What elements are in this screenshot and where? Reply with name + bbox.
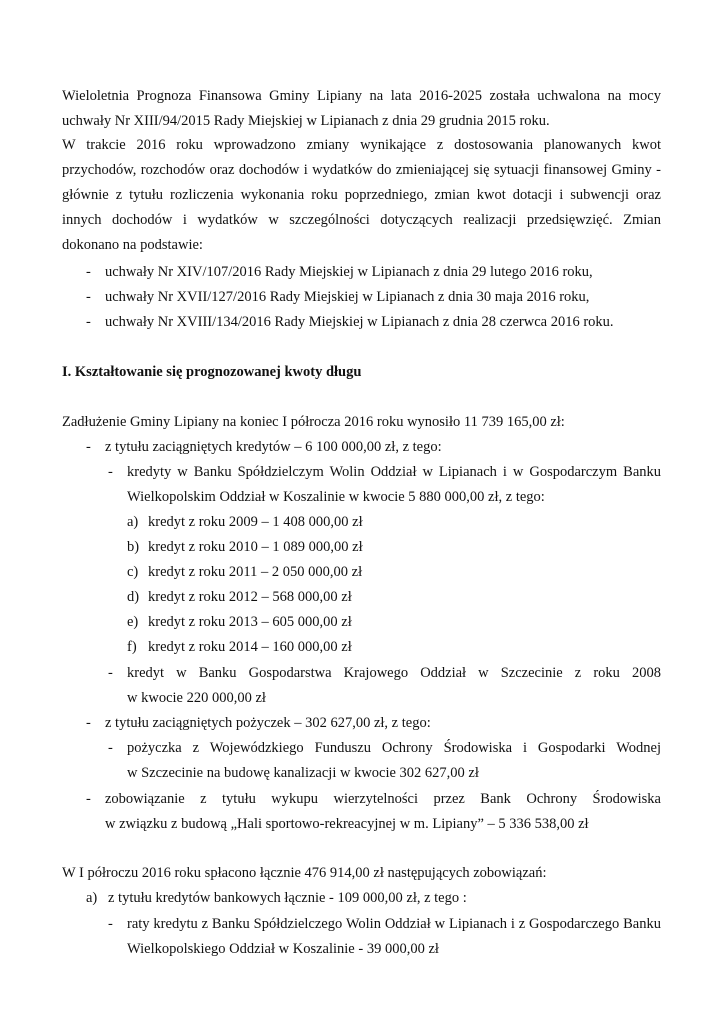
list-dash: -	[108, 916, 113, 932]
credits-line: z tytułu zaciągniętych kredytów – 6 100 000,00 zł, z tego:	[105, 439, 442, 455]
installments-line2: Wielkopolskiego Oddział w Koszalinie - 39 000,00 zł	[127, 941, 439, 957]
list-marker: d)	[127, 589, 140, 605]
bank-credits-repayment: z tytułu kredytów bankowych łącznie - 109 000,00 zł, z tego :	[108, 890, 467, 906]
list-dash: -	[86, 289, 91, 305]
list-dash: -	[108, 665, 113, 681]
credit-year-item: kredyt z roku 2009 – 1 408 000,00 zł	[148, 514, 363, 530]
wfos-loan-line1: pożyczka z Wojewódzkiego Funduszu Ochrony Środowiska i Gospodarki Wodnej	[127, 740, 661, 756]
intro-p1-line1: Wieloletnia Prognoza Finansowa Gminy Lipiany na lata 2016-2025 została uchwalona na mocy	[62, 88, 661, 104]
credit-year-item: kredyt z roku 2012 – 568 000,00 zł	[148, 589, 352, 605]
list-marker: e)	[127, 614, 139, 630]
credit-year-item: kredyt z roku 2014 – 160 000,00 zł	[148, 639, 352, 655]
list-marker: a)	[86, 890, 98, 906]
intro-p2-line3: głównie z tytułu rozliczenia wykonania roku poprzedniego, zmian kwot dotacji i subwencji oraz	[62, 187, 661, 203]
bos-obligation-line1: zobowiązanie z tytułu wykupu wierzytelności przez Bank Ochrony Środowiska	[105, 791, 661, 807]
repayment-summary: W I półroczu 2016 roku spłacono łącznie 476 914,00 zł następujących zobowiązań:	[62, 865, 547, 881]
list-dash: -	[86, 715, 91, 731]
list-marker: b)	[127, 539, 140, 555]
installments-line1: raty kredytu z Banku Spółdzielczego Wolin Oddział w Lipianach i z Gospodarczego Banku	[127, 916, 661, 932]
bank-wolin-line1: kredyty w Banku Spółdzielczym Wolin Oddział w Lipianach i w Gospodarczym Banku	[127, 464, 661, 480]
bos-obligation-line2: w związku z budową „Hali sportowo-rekreacyjnej w m. Lipiany” – 5 336 538,00 zł	[105, 816, 589, 832]
bgk-credit-line2: w kwocie 220 000,00 zł	[127, 690, 266, 706]
intro-p2-line2: przychodów, rozchodów oraz dochodów i wydatków do zmieniającej się sytuacji finansowej Gminy -	[62, 162, 661, 178]
list-marker: f)	[127, 639, 137, 655]
resolution-item: uchwały Nr XIV/107/2016 Rady Miejskiej w Lipianach z dnia 29 lutego 2016 roku,	[105, 264, 593, 280]
list-dash: -	[86, 439, 91, 455]
list-marker: c)	[127, 564, 139, 580]
bank-wolin-line2: Wielkopolskim Oddział w Koszalinie w kwocie 5 880 000,00 zł, z tego:	[127, 489, 545, 505]
intro-p2-line4: innych dochodów i wydatków w szczególności dotyczących realizacji przedsięwzięć. Zmian	[62, 212, 661, 228]
intro-p2-line5: dokonano na podstawie:	[62, 237, 203, 253]
debt-summary: Zadłużenie Gminy Lipiany na koniec I półrocza 2016 roku wynosiło 11 739 165,00 zł:	[62, 414, 565, 430]
credit-year-item: kredyt z roku 2010 – 1 089 000,00 zł	[148, 539, 363, 555]
list-dash: -	[86, 264, 91, 280]
section-heading: I. Kształtowanie się prognozowanej kwoty długu	[62, 364, 362, 380]
list-dash: -	[86, 314, 91, 330]
intro-p2-line1: W trakcie 2016 roku wprowadzono zmiany wynikające z dostosowania planowanych kwot	[62, 137, 661, 153]
list-dash: -	[86, 791, 91, 807]
wfos-loan-line2: w Szczecinie na budowę kanalizacji w kwocie 302 627,00 zł	[127, 765, 479, 781]
list-dash: -	[108, 464, 113, 480]
credit-year-item: kredyt z roku 2013 – 605 000,00 zł	[148, 614, 352, 630]
intro-p1-line2: uchwały Nr XIII/94/2015 Rady Miejskiej w Lipianach z dnia 29 grudnia 2015 roku.	[62, 113, 550, 129]
list-marker: a)	[127, 514, 139, 530]
bgk-credit-line1: kredyt w Banku Gospodarstwa Krajowego Oddział w Szczecinie z roku 2008	[127, 665, 661, 681]
resolution-item: uchwały Nr XVII/127/2016 Rady Miejskiej w Lipianach z dnia 30 maja 2016 roku,	[105, 289, 590, 305]
loans-line: z tytułu zaciągniętych pożyczek – 302 627,00 zł, z tego:	[105, 715, 431, 731]
list-dash: -	[108, 740, 113, 756]
resolution-item: uchwały Nr XVIII/134/2016 Rady Miejskiej w Lipianach z dnia 28 czerwca 2016 roku.	[105, 314, 614, 330]
credit-year-item: kredyt z roku 2011 – 2 050 000,00 zł	[148, 564, 363, 580]
